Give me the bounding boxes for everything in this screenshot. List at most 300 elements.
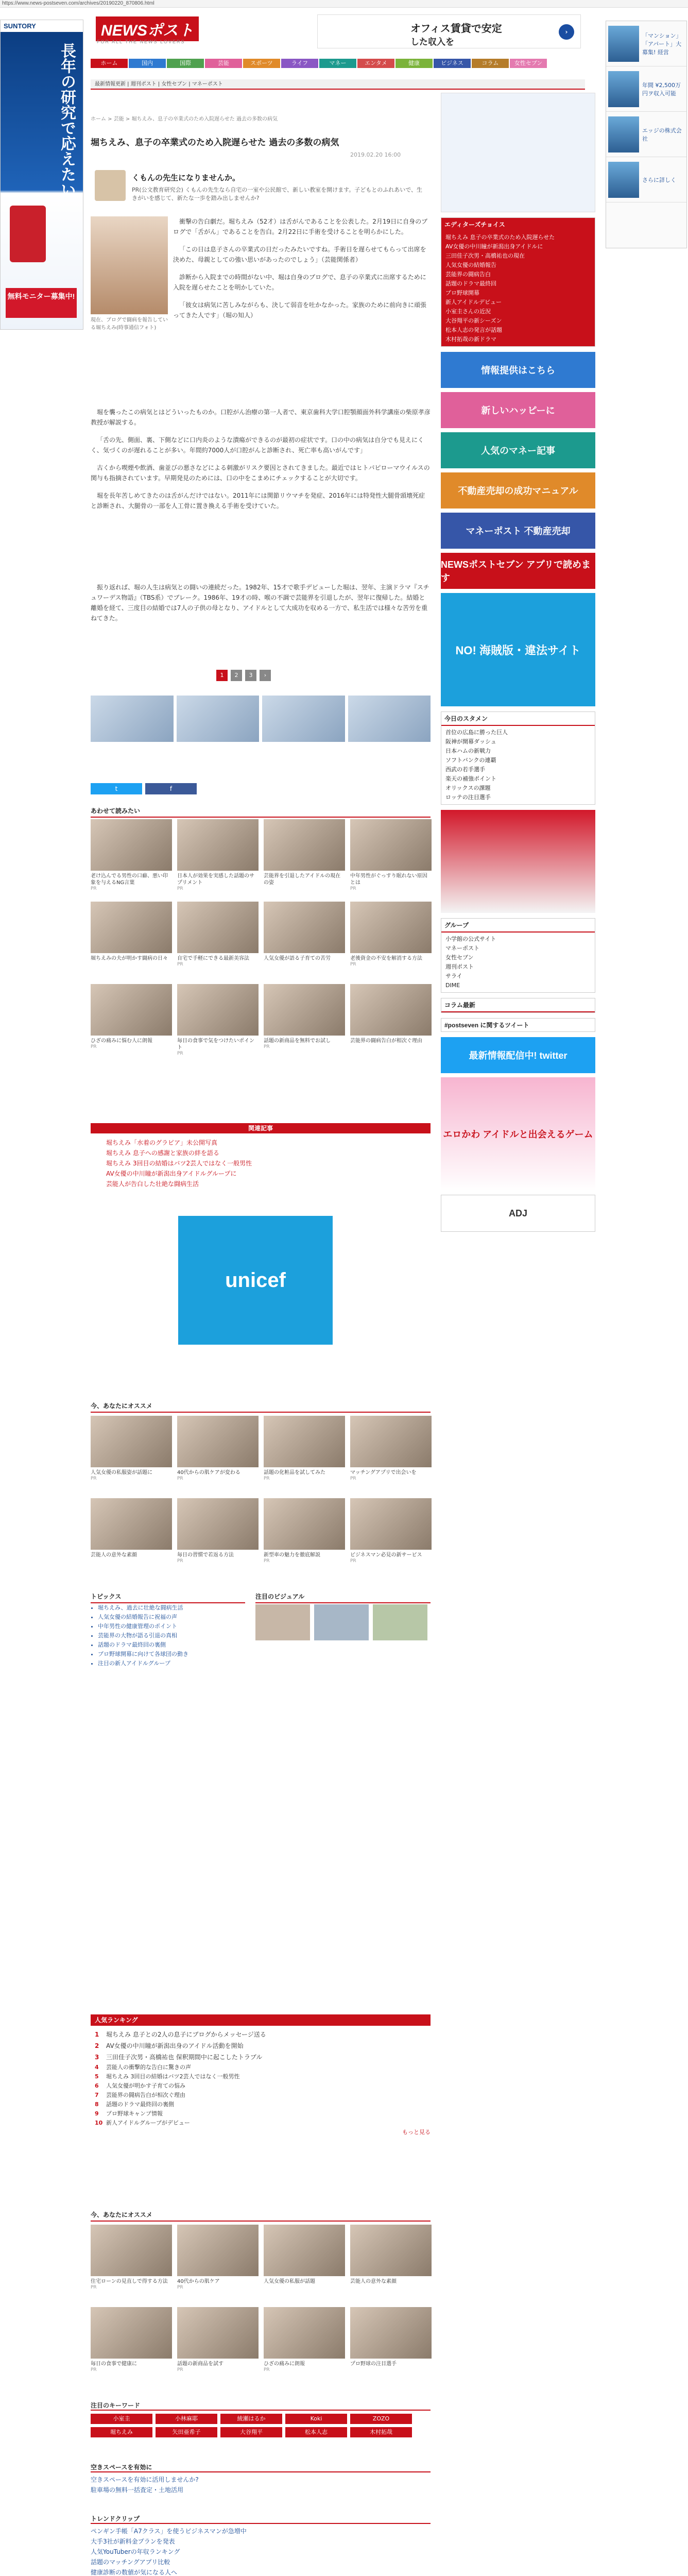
right-list-item[interactable]: オリックスの課題 — [445, 785, 491, 791]
right-banner[interactable]: 人気のマネー記事 — [441, 432, 595, 468]
rank-number: 3 — [95, 2054, 99, 2061]
recommend-heading-2: 今、あなたにオススメ — [91, 1401, 431, 1413]
rank-title: 人気女優が明かす子育ての悩み — [106, 2082, 185, 2089]
card-image — [350, 819, 432, 871]
card-title: 自宅で手軽にできる最新美容法 — [177, 956, 249, 961]
unicef-banner[interactable]: unicef — [178, 1216, 333, 1345]
right-skyscraper-ad[interactable] — [606, 21, 687, 248]
follow-box — [441, 1018, 595, 1032]
nav-item[interactable]: エンタメ — [357, 59, 394, 68]
card-image — [91, 2225, 172, 2276]
paragraph: 堀を長年苦しめてきたのは舌がんだけではない。2011年には関節リウマチを発症、2016年には特発性大腿骨頭壊死症と診断され、大腿骨の一部を人工骨に置き換える手術を受けていた。 — [91, 492, 425, 510]
card-sponsor: PR — [91, 1476, 97, 1481]
recommend-card[interactable] — [91, 1416, 172, 1493]
keywords — [91, 2401, 431, 2437]
recommend-card[interactable] — [350, 902, 432, 979]
nav-item[interactable]: コラム — [472, 59, 509, 68]
recommend-card[interactable] — [177, 984, 259, 1061]
card-image — [350, 902, 432, 953]
ad-text: さらに詳しく — [642, 176, 676, 183]
keyword-tag[interactable]: 堀ちえみ — [91, 2427, 152, 2437]
visual-thumb[interactable] — [373, 1604, 427, 1640]
adj-logo: ADJ — [441, 1195, 595, 1232]
related-link[interactable]: AV女優の中川瞳が新潟出身アイドルグループに — [106, 1170, 237, 1177]
recommend-card[interactable] — [177, 2307, 259, 2384]
group-list — [441, 933, 595, 992]
keyword-tag[interactable]: 矢田亜希子 — [156, 2427, 217, 2437]
card-image — [177, 819, 259, 871]
recommend-card[interactable] — [350, 2225, 432, 2302]
card-sponsor: PR — [350, 1476, 356, 1481]
right-list-item[interactable]: 人気女優の結婚報告 — [445, 262, 496, 268]
today-list — [441, 726, 595, 804]
recommend-card[interactable] — [91, 2225, 172, 2302]
right-list-item[interactable]: 芸能界の闘病告白 — [445, 271, 491, 278]
keyword-tag[interactable]: 綾瀬はるか — [220, 2414, 282, 2424]
ranking-heading: 人気ランキング — [91, 2014, 431, 2026]
right-banner[interactable]: 不動産売却の成功マニュアル — [441, 472, 595, 509]
ad-thumb — [608, 116, 639, 152]
sponsor-box[interactable] — [91, 170, 431, 211]
related-link[interactable]: 芸能人が告白した壮絶な闘病生活 — [106, 1180, 199, 1188]
ranking-item[interactable] — [95, 2052, 431, 2063]
card-image — [177, 1416, 259, 1467]
card-image — [177, 2225, 259, 2276]
site-header — [91, 11, 585, 59]
card-title: 芸能人の意外な素顔 — [350, 2279, 397, 2284]
paragraph: 「舌の先、側面、裏、下側などに口内炎のような潰瘍ができるのが最初の症状です。口の中の病気は自分でも見えにくく、気づくのが遅れることが多い。年間約7000人が口腔がんと診断され、死亡率も高いがんです」 — [91, 436, 424, 454]
recommend-grid-3 — [91, 2225, 432, 2384]
column-box — [441, 998, 595, 1013]
keyword-tag[interactable]: ZOZO — [350, 2414, 412, 2424]
card-title: 話題の化粧品を試してみた — [264, 1470, 325, 1476]
right-list-item[interactable]: ソフトバンクの連覇 — [445, 757, 496, 764]
column-heading: コラム最新 — [441, 998, 595, 1012]
keyword-tag[interactable]: 小林麻耶 — [156, 2414, 217, 2424]
card-image — [177, 1498, 259, 1550]
article-photo[interactable] — [91, 216, 168, 314]
site-logo[interactable]: NEWSポスト — [96, 16, 199, 41]
ad-brand: SUNTORY — [1, 20, 83, 32]
recommend-card[interactable] — [350, 2307, 432, 2384]
rank-number: 4 — [95, 2064, 99, 2071]
header-ad-line1: オフィス賃貸で安定 — [410, 23, 502, 35]
twitter-share-button[interactable]: t — [91, 783, 142, 794]
ranking-item[interactable] — [95, 2119, 431, 2128]
right-list-item[interactable]: 大谷翔平の新シーズン — [445, 317, 502, 324]
keyword-tag[interactable]: 大谷翔平 — [220, 2427, 282, 2437]
card-title: 40代からの肌ケア — [177, 2279, 220, 2284]
nav-item[interactable]: スポーツ — [243, 59, 280, 68]
ad-cell[interactable] — [606, 21, 686, 66]
right-banner[interactable]: NEWSポストセブン アプリで読めます — [441, 553, 595, 589]
card-title: 老け込んでる男性の口癖、悪い印象を与えるNG言葉 — [91, 873, 168, 886]
keywords-heading: 注目のキーワード — [91, 2401, 431, 2411]
ranking-item[interactable] — [95, 2091, 431, 2100]
right-list-item[interactable]: 首位の広島に勝った巨人 — [445, 729, 508, 736]
recommend-card[interactable] — [177, 1498, 259, 1575]
card-image — [350, 1498, 432, 1550]
topic-link[interactable]: • プロ野球開幕に向けて各球団の動き — [98, 1650, 252, 1659]
card-image — [264, 1416, 345, 1467]
trend-link[interactable]: ペンギン手帳「A7クラス」を使うビジネスマンが急増中 — [91, 2528, 247, 2535]
card-title: 人気女優の私服が話題 — [264, 2279, 315, 2284]
card-image — [177, 902, 259, 953]
ranking-more-link[interactable]: もっと見る — [402, 2129, 431, 2136]
related-photos — [91, 696, 431, 742]
topic-link[interactable]: • 芸能界の大物が語る引退の真相 — [98, 1631, 252, 1640]
right-list-item[interactable]: 女性セブン — [445, 954, 474, 961]
recommend-card[interactable] — [350, 819, 432, 896]
rank-number: 6 — [95, 2082, 99, 2089]
card-image — [264, 902, 345, 953]
recommend-card[interactable] — [264, 2307, 345, 2384]
card-sponsor: PR — [264, 2367, 270, 2372]
twitter-banner[interactable]: 最新情報配信中! twitter — [441, 1037, 595, 1073]
right-list-item[interactable]: 小学館の公式サイト — [445, 936, 496, 942]
ad-cell[interactable] — [606, 157, 686, 202]
card-sponsor: PR — [177, 962, 183, 967]
keyword-tag[interactable]: Koki — [285, 2414, 347, 2424]
trend-links — [91, 2526, 431, 2576]
sponsor-name[interactable]: くもんの先生になりませんか。 — [132, 174, 240, 182]
left-skyscraper-ad[interactable] — [0, 20, 83, 330]
recommend-card[interactable] — [177, 902, 259, 979]
address-bar[interactable]: https://www.news-postseven.com/archives/20190220_870806.html — [0, 0, 688, 8]
card-title: 老後資金の不安を解消する方法 — [350, 956, 422, 961]
card-title: 話題の新商品を無料でお試し — [264, 1038, 331, 1044]
idol-game-banner[interactable]: エロかわ アイドルと出会えるゲーム — [441, 1077, 595, 1191]
visual-thumb[interactable] — [314, 1604, 369, 1640]
card-image — [350, 2307, 432, 2359]
card-sponsor: PR — [91, 2367, 97, 2372]
recommend-card[interactable] — [350, 984, 432, 1061]
right-list-item[interactable]: 新人アイドルデビュー — [445, 299, 502, 306]
misc-box — [91, 2463, 431, 2495]
misc-link[interactable]: 駐車場の無料一括査定・土地活用 — [91, 2486, 184, 2494]
recommend-card[interactable] — [264, 984, 345, 1061]
right-list-item[interactable]: マネーポスト — [445, 945, 479, 952]
right-banner[interactable]: 新しいハッピーに — [441, 392, 595, 428]
right-list-item[interactable]: 堀ちえみ 息子の卒業式のため入院遅らせた — [445, 234, 555, 241]
right-list-item[interactable]: サライ — [445, 973, 462, 979]
card-sponsor: PR — [177, 2285, 183, 2290]
ad-cta-button[interactable]: 無料モニター募集中! — [6, 288, 77, 318]
card-title: 人気女優が語る子育ての苦労 — [264, 956, 331, 961]
card-title: 芸能界の闘病告白が相次ぐ理由 — [350, 1038, 422, 1044]
paragraph: 振り返れば、堀の人生は病気との闘いの連続だった。1982年、15才で歌手デビューした堀は、翌年、主演ドラマ『スチュワーデス物語』（TBS系）でブレーク。1986年、19才の時、喉の不調で芸能界を引退したが、翌年に復帰した。結婚と離婚を経て、三度目の結婚では7人の子供の母となり、アイドルとして大成功を収める一方で、私生活では様々な苦労を重ねてきた。 — [91, 584, 429, 622]
card-image — [91, 1498, 172, 1550]
visual-grid — [255, 1604, 431, 1640]
card-sponsor: PR — [350, 1558, 356, 1564]
recommend-heading-3: 今、あなたにオススメ — [91, 2210, 431, 2222]
paragraph: 診断から入院までの時間がない中、堀は自身のブログで、息子の卒業式に出席するために入院を遅らせたことを明かしていた。 — [173, 274, 426, 291]
card-title: 芸能界を引退したアイドルの現在の姿 — [264, 873, 341, 886]
ranking-item[interactable] — [95, 2072, 431, 2081]
recommend-card[interactable] — [264, 819, 345, 896]
header-ad-line2: した収入を — [410, 37, 454, 47]
ad-thumb — [608, 26, 639, 62]
right-list-item[interactable]: プロ野球開幕 — [445, 290, 479, 296]
ranking-list — [91, 2029, 431, 2128]
page-2[interactable]: 2 — [231, 670, 242, 681]
right-list-item[interactable]: 話題のドラマ最終回 — [445, 280, 496, 287]
recommend-card[interactable] — [177, 819, 259, 896]
today-box — [441, 711, 595, 805]
page-3[interactable]: 3 — [245, 670, 256, 681]
ranking-item[interactable] — [95, 2063, 431, 2072]
related-link[interactable]: 堀ちえみ 3回目の結婚はバツ2芸人ではなく一般男性 — [106, 1160, 252, 1167]
card-sponsor: PR — [350, 886, 356, 891]
ad-thumb — [608, 162, 639, 198]
recommend-card[interactable] — [91, 1498, 172, 1575]
nav-item[interactable]: 国際 — [167, 59, 204, 68]
rank-title: 話題のドラマ最終回の裏側 — [106, 2101, 174, 2108]
right-list-item[interactable]: ロッテの注目選手 — [445, 794, 491, 801]
page-next[interactable]: › — [260, 670, 271, 681]
right-list-item[interactable]: 日本ハムの新戦力 — [445, 748, 491, 754]
card-sponsor: PR — [264, 1044, 270, 1049]
rank-title: 三田佳子次男・高橋祐也 保釈期間中に起こしたトラブル — [106, 2054, 263, 2061]
keywords-row — [91, 2414, 431, 2437]
misc-heading: 空きスペースを有効に — [91, 2463, 431, 2472]
card-title: 芸能人の意外な素顔 — [91, 1552, 137, 1558]
rank-number: 9 — [95, 2110, 99, 2117]
nav-item[interactable]: 芸能 — [205, 59, 242, 68]
site-tagline: FOR ALL THE NEWS LOVERS — [97, 39, 185, 44]
breadcrumb[interactable]: ホーム > 芸能 > 堀ちえみ、息子の卒業式のため入院遅らせた 過去の多数の病気 — [91, 116, 278, 122]
related-list — [106, 1138, 431, 1189]
card-sponsor: PR — [177, 1558, 183, 1564]
card-image — [264, 2307, 345, 2359]
right-list-item[interactable]: DIME — [445, 982, 460, 989]
keyword-tag[interactable]: 木村拓哉 — [350, 2427, 412, 2437]
right-top-ad[interactable] — [441, 93, 595, 212]
recommend-grid — [91, 819, 432, 1061]
recommend-card[interactable] — [91, 902, 172, 979]
recommend-card[interactable] — [350, 1416, 432, 1493]
card-title: 日本人が効果を実感した話題のサプリメント — [177, 873, 254, 886]
rank-title: 堀ちえみ 息子との2人の息子にブログからメッセージ送る — [106, 2031, 266, 2038]
rank-title: 芸能人の衝撃的な告白に驚きの声 — [106, 2064, 191, 2071]
card-title: 住宅ローンの見直しで得する方法 — [91, 2279, 168, 2284]
card-image — [264, 984, 345, 1036]
sponsor-desc: PR(公文教育研究会) くもんの先生なら自宅の一室や公民館で、新しい教室を開けます。子どもとのふれあいで、生きがいを感じて、新たな一歩を踏み出しませんか? — [132, 187, 423, 201]
keyword-tag[interactable]: 松本人志 — [285, 2427, 347, 2437]
ranking — [91, 2014, 431, 2136]
right-mid-ad[interactable] — [441, 810, 595, 913]
card-title: 毎日の食事で健康に — [91, 2361, 137, 2367]
ad-cell[interactable] — [606, 112, 686, 157]
card-image — [264, 2225, 345, 2276]
article-body-2 — [91, 407, 431, 518]
sub-bar: 最新情報更新 | 週刊ポスト | 女性セブン | マネーポスト — [91, 79, 585, 90]
topic-link[interactable]: • 人気女優の結婚報告に祝福の声 — [98, 1613, 252, 1622]
card-sponsor: PR — [350, 962, 356, 967]
card-image — [91, 819, 172, 871]
card-image — [177, 984, 259, 1036]
rank-title: 新人アイドルグループがデビュー — [106, 2120, 190, 2126]
right-column — [441, 93, 595, 1236]
nav-item[interactable]: 国内 — [129, 59, 166, 68]
recommend-card[interactable] — [264, 1416, 345, 1493]
card-image — [350, 984, 432, 1036]
card-image — [91, 2307, 172, 2359]
card-image — [91, 1416, 172, 1467]
card-title: 堀ちえみの夫が明かす闘病の日々 — [91, 956, 168, 961]
related-articles — [91, 1123, 431, 1189]
card-title: ビジネスマン必見の新サービス — [350, 1552, 422, 1558]
recommend-card[interactable] — [177, 1416, 259, 1493]
ranking-item[interactable] — [95, 2029, 431, 2040]
nav-item[interactable]: ライフ — [281, 59, 318, 68]
recommend-card[interactable] — [91, 2307, 172, 2384]
header-banner-ad[interactable] — [317, 14, 581, 48]
card-sponsor: PR — [264, 1558, 270, 1564]
card-sponsor: PR — [177, 1051, 183, 1056]
visual-thumb[interactable] — [255, 1604, 310, 1640]
card-sponsor: PR — [177, 2367, 183, 2372]
related-photo[interactable] — [348, 696, 431, 742]
paragraph: 古くから喫煙や飲酒、歯並びの悪さなどによる刺激がリスク要因とされてきました。最近ではヒトパピローマウイルスの関与も指摘されています。早期発見のためには、口の中をこまめにチェックすることが大切です。 — [91, 464, 430, 482]
nav-item[interactable]: 女性セブン — [510, 59, 547, 68]
card-title: 新型車の魅力を徹底解説 — [264, 1552, 320, 1558]
card-title: 毎日の食事で気をつけたいポイント — [177, 1038, 254, 1050]
right-list-item[interactable]: 小室圭さんの近況 — [445, 308, 491, 315]
right-banners — [441, 352, 595, 589]
topic-link[interactable]: • 注目の新人アイドルグループ — [98, 1659, 252, 1668]
right-list-item[interactable]: 松本人志の発言が話題 — [445, 327, 502, 333]
article-title: 堀ちえみ、息子の卒業式のため入院遅らせた 過去の多数の病気 — [91, 138, 339, 148]
ad-cell[interactable] — [606, 66, 686, 112]
ad-text: 「マンション」「アパート」大募集! 経営 — [642, 32, 682, 56]
nav-item[interactable]: ホーム — [91, 59, 128, 68]
recommend-card[interactable] — [264, 1498, 345, 1575]
sponsor-avatar — [95, 170, 126, 201]
right-list-item[interactable]: 週刊ポスト — [445, 963, 474, 970]
card-image — [350, 2225, 432, 2276]
trend-link[interactable]: 大手3社が新料金プランを発表 — [91, 2538, 175, 2545]
group-heading: グループ — [441, 919, 595, 933]
card-title: ひざの痛みに悩む人に朗報 — [91, 1038, 152, 1044]
rank-number: 10 — [95, 2120, 103, 2126]
topic-link[interactable]: • 堀ちえみ、過去に壮絶な闘病生活 — [98, 1603, 252, 1613]
no-piracy-banner[interactable]: NO! 海賊版・違法サイト — [441, 593, 595, 706]
pagination — [216, 670, 271, 681]
visual-heading: 注目のビジュアル — [255, 1592, 431, 1603]
recommend-card[interactable] — [177, 2225, 259, 2302]
recommend-card[interactable] — [264, 2225, 345, 2302]
nav-item[interactable]: マネー — [319, 59, 356, 68]
topics-list — [91, 1603, 252, 1668]
editors-choice — [441, 217, 595, 347]
paragraph: 衝撃の告白劇だ。堀ちえみ（52才）は舌がんであることを公表した。2月19日に自身のブログで「舌がん」であることを告白。2月22日に手術を受けることを明らかにした。 — [173, 218, 428, 235]
nav-item[interactable]: ビジネス — [434, 59, 471, 68]
card-sponsor: PR — [177, 886, 183, 891]
card-image — [264, 819, 345, 871]
card-image — [177, 2307, 259, 2359]
recommend-card[interactable] — [264, 902, 345, 979]
recommend-grid-2 — [91, 1416, 432, 1575]
card-image — [91, 984, 172, 1036]
right-list-item[interactable]: 西武の若手選手 — [445, 766, 485, 773]
trend-link[interactable]: 話題のマッチングアプリ比較 — [91, 2558, 170, 2566]
trend-link[interactable]: 健康診断の数値が気になる人へ — [91, 2569, 178, 2576]
card-sponsor: PR — [91, 2285, 97, 2290]
ad-text: エッジの株式会社 — [642, 127, 682, 142]
article-date: 2019.02.20 16:00 — [350, 151, 401, 158]
related-photo[interactable] — [177, 696, 260, 742]
card-title: 中年男性がぐっすり眠れない原因とは — [350, 873, 427, 886]
rank-title: AV女優の中川瞳が新潟出身のアイドル活動を開始 — [106, 2042, 244, 2049]
share-buttons — [91, 783, 197, 794]
related-photo[interactable] — [91, 696, 174, 742]
editors-choice-list — [441, 231, 595, 346]
photo-caption: 現在、ブログで闘病を報告している堀ちえみ(時事通信フォト) — [91, 317, 168, 331]
ranking-item[interactable] — [95, 2100, 431, 2109]
recommend-heading: あわせて読みたい — [91, 806, 431, 818]
right-banner[interactable]: 情報提供はこちら — [441, 352, 595, 388]
card-image — [91, 902, 172, 953]
related-heading: 関連記事 — [91, 1123, 431, 1133]
ranking-item[interactable] — [95, 2040, 431, 2052]
ranking-item[interactable] — [95, 2109, 431, 2119]
right-list-item[interactable]: 楽天の補強ポイント — [445, 775, 496, 782]
page-1[interactable]: 1 — [216, 670, 228, 681]
right-list-item[interactable]: 三田佳子次男・高橋祐也の現在 — [445, 252, 525, 259]
misc-link[interactable]: 空きスペースを有効に活用しませんか? — [91, 2476, 199, 2483]
card-sponsor: PR — [264, 1476, 270, 1481]
topic-link[interactable]: • 中年男性の健康管理のポイント — [98, 1622, 252, 1631]
paragraph: 「彼女は病気に苦しみながらも、決して弱音を吐かなかった。家族のために前向きに頑張ってきた人です」（堀の知人） — [173, 301, 427, 319]
topics-heading: トピックス — [91, 1592, 245, 1603]
rank-title: プロ野球キャンプ情報 — [106, 2110, 163, 2117]
card-image — [350, 1416, 432, 1467]
recommend-card[interactable] — [91, 819, 172, 896]
paragraph: 「この日は息子さんの卒業式の日だったみたいですね。手術日を遅らせてもらって出席を決めた、母親としての強い思いがあったのでしょう」（芸能関係者） — [173, 246, 426, 263]
rank-number: 8 — [95, 2101, 99, 2108]
topic-link[interactable]: • 話題のドラマ最終回の裏側 — [98, 1640, 252, 1650]
today-heading: 今日のスタメン — [441, 712, 595, 726]
ad-text: 年間 ¥2,500万円ヲ収入可能 — [642, 81, 681, 97]
ad-thumb — [608, 71, 639, 107]
rank-title: 堀ちえみ 3回目の結婚はバツ2芸人ではなく一般男性 — [106, 2073, 240, 2080]
card-title: 話題の新商品を試す — [177, 2361, 223, 2367]
group-box — [441, 918, 595, 993]
recommend-card[interactable] — [91, 984, 172, 1061]
related-photo[interactable] — [262, 696, 345, 742]
card-sponsor: PR — [177, 1476, 183, 1481]
ad-product-image — [10, 206, 46, 262]
arrow-right-icon[interactable]: › — [559, 24, 574, 40]
related-link[interactable]: 堀ちえみ「水着のグラビア」未公開写真 — [106, 1139, 218, 1146]
ad-headline: 長年の研究で応えたい — [58, 43, 75, 197]
ranking-item[interactable] — [95, 2081, 431, 2091]
editors-choice-heading: エディターズチョイス — [444, 221, 505, 228]
nav-item[interactable]: 健康 — [395, 59, 433, 68]
trend-link[interactable]: 人気YouTuberの年収ランキング — [91, 2548, 180, 2555]
keyword-tag[interactable]: 小室圭 — [91, 2414, 152, 2424]
right-list-item[interactable]: AV女優の中川瞳が新潟出身アイドルに — [445, 243, 543, 250]
rank-number: 2 — [95, 2042, 99, 2049]
facebook-share-button[interactable]: f — [145, 783, 197, 794]
right-banner[interactable]: マネーポスト 不動産売却 — [441, 513, 595, 549]
right-list-item[interactable]: 木村拓哉の新ドラマ — [445, 336, 496, 343]
paragraph: 堀を襲ったこの病気とはどういったものか。口腔がん治療の第一人者で、東京歯科大学口腔顎顔面外科学講座の柴原孝彦教授が解説する。 — [91, 409, 431, 426]
related-link[interactable]: 堀ちえみ 息子への感謝と家族の絆を語る — [106, 1149, 219, 1157]
recommend-card[interactable] — [350, 1498, 432, 1575]
right-list-item[interactable]: 阪神が開幕ダッシュ — [445, 738, 496, 745]
